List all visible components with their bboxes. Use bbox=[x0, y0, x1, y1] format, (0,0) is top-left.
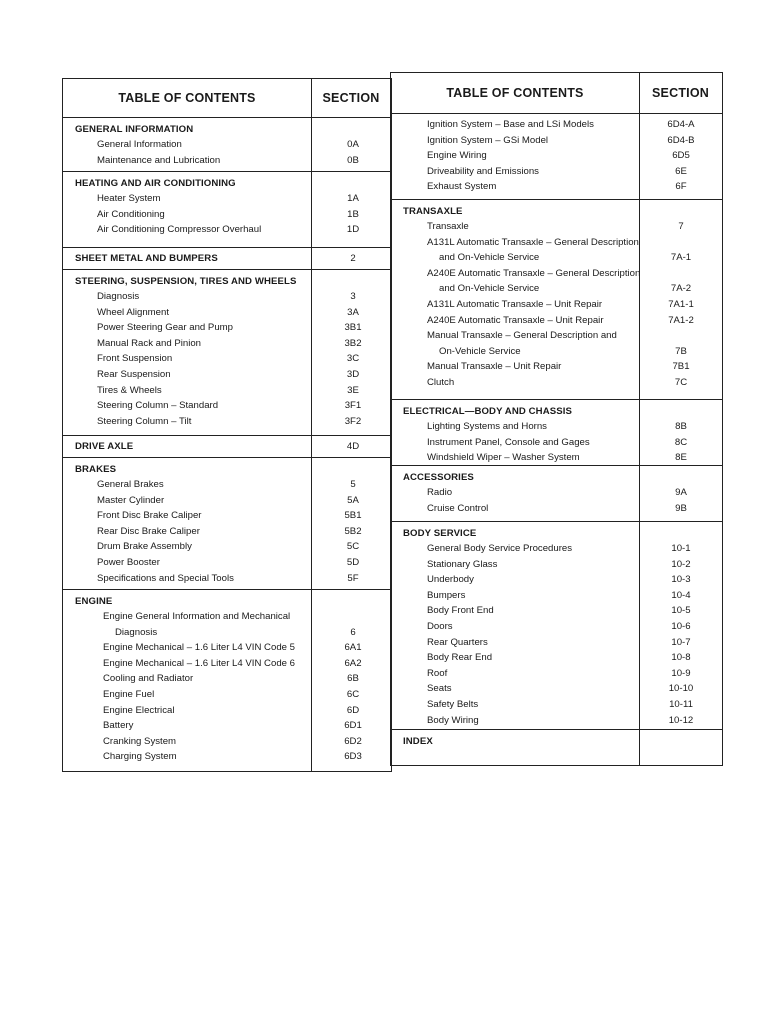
toc-section-number: 6D2 bbox=[344, 735, 362, 747]
toc-group-title: INDEX bbox=[403, 736, 433, 747]
toc-entry-label: Cruise Control bbox=[427, 502, 489, 514]
toc-section-number: 3B2 bbox=[344, 337, 362, 349]
toc-section-number: 5B2 bbox=[344, 525, 362, 537]
toc-entry-label: Diagnosis bbox=[97, 291, 140, 302]
toc-section-number: 8C bbox=[674, 436, 688, 448]
toc-entry-label: On-Vehicle Service bbox=[439, 345, 521, 357]
toc-section-number: 7B bbox=[675, 345, 687, 357]
toc-entry-label: Clutch bbox=[427, 377, 455, 388]
toc-entry-label: Air Conditioning bbox=[97, 208, 165, 220]
toc-entry-label: A131L Automatic Transaxle – Unit Repair bbox=[427, 299, 603, 310]
toc-entry-label: Manual Transaxle – Unit Repair bbox=[427, 361, 562, 373]
toc-section-number: 7B1 bbox=[672, 361, 690, 373]
toc-section-number: 10-7 bbox=[671, 636, 691, 648]
toc-entry-label: Manual Transaxle – General Description and bbox=[427, 330, 617, 342]
toc-entry-label: Rear Disc Brake Caliper bbox=[97, 525, 200, 537]
toc-entry-label: Windshield Wiper – Washer System bbox=[427, 452, 580, 464]
toc-group bbox=[391, 521, 722, 730]
toc-entry-label: and On-Vehicle Service bbox=[439, 252, 540, 264]
toc-section-number: 5F bbox=[347, 572, 359, 584]
toc-entry-label: Driveability and Emissions bbox=[427, 165, 539, 177]
toc-entry-label: Instrument Panel, Console and Gages bbox=[427, 436, 590, 448]
toc-group bbox=[63, 589, 391, 769]
toc-section-number: 3C bbox=[346, 353, 360, 365]
toc-group-title: SHEET METAL AND BUMPERS bbox=[75, 253, 218, 264]
toc-group-title: GENERAL INFORMATION bbox=[75, 124, 194, 135]
toc-section-number: 9B bbox=[675, 502, 687, 514]
toc-entry-label: Drum Brake Assembly bbox=[97, 541, 192, 553]
section-column-title: SECTION bbox=[322, 91, 380, 105]
toc-entry-label: Roof bbox=[427, 667, 448, 679]
toc-section-number: 1B bbox=[347, 208, 359, 220]
toc-section-number: 10-8 bbox=[671, 652, 691, 664]
toc-entry-label: General Body Service Procedures bbox=[427, 543, 573, 554]
toc-entry-label: Steering Column – Tilt bbox=[97, 415, 192, 427]
toc-section-number: 5C bbox=[346, 541, 360, 553]
toc-header-right bbox=[391, 73, 722, 114]
toc-entry-label: Rear Quarters bbox=[427, 636, 488, 648]
toc-group bbox=[63, 269, 391, 436]
toc-group-title: STEERING, SUSPENSION, TIRES AND WHEELS bbox=[75, 276, 297, 287]
toc-title: TABLE OF CONTENTS bbox=[446, 86, 584, 100]
toc-entry-label: Wheel Alignment bbox=[97, 306, 169, 318]
section-column-title: SECTION bbox=[652, 86, 709, 100]
toc-section-number: 6A1 bbox=[344, 642, 362, 654]
toc-section-number: 8B bbox=[675, 421, 687, 432]
toc-entry-label: Battery bbox=[103, 720, 134, 732]
toc-entry-label: Engine Wiring bbox=[427, 150, 487, 162]
toc-section-number: 1A bbox=[347, 193, 359, 204]
toc-entry-label: Tires & Wheels bbox=[97, 384, 162, 396]
toc-section-number: 10-10 bbox=[668, 683, 694, 695]
toc-entry-label: General Information bbox=[97, 139, 182, 150]
toc-group bbox=[391, 465, 722, 522]
toc-section-number: 6D bbox=[346, 704, 360, 716]
toc-entry-label: Body Front End bbox=[427, 605, 494, 617]
toc-section-number: 7A-1 bbox=[670, 252, 692, 264]
toc-section-number: 3A bbox=[347, 306, 359, 318]
toc-entry-label: Ignition System – Base and LSi Models bbox=[427, 119, 594, 130]
toc-entry-label: Heater System bbox=[97, 193, 161, 204]
toc-section-number: 0B bbox=[347, 154, 359, 166]
toc-entry-label: Seats bbox=[427, 683, 452, 695]
toc-entry-label: Rear Suspension bbox=[97, 369, 171, 380]
toc-group bbox=[63, 171, 391, 248]
toc-entry-label: Body Rear End bbox=[427, 652, 493, 664]
toc-entry-label: Exhaust System bbox=[427, 181, 497, 193]
toc-entry-label: Engine Mechanical – 1.6 Liter L4 VIN Code 6 bbox=[103, 657, 295, 669]
toc-entry-label: Cranking System bbox=[103, 735, 177, 747]
toc-entry-label: Power Steering Gear and Pump bbox=[97, 322, 233, 334]
toc-section-number: 5 bbox=[350, 479, 356, 490]
toc-section-number: 3F2 bbox=[344, 415, 362, 427]
toc-group bbox=[63, 457, 391, 590]
toc-section-number: 7A-2 bbox=[670, 283, 692, 295]
toc-entry-label: and On-Vehicle Service bbox=[439, 283, 540, 295]
toc-section-number: 6C bbox=[346, 689, 360, 700]
toc-entry-label: Manual Rack and Pinion bbox=[97, 337, 201, 349]
toc-header-left bbox=[63, 79, 391, 118]
toc-section-number: 6F bbox=[675, 181, 687, 193]
toc-section-number: 0A bbox=[347, 139, 359, 150]
toc-entry-label: Front Disc Brake Caliper bbox=[97, 510, 202, 522]
toc-entry-label: Cooling and Radiator bbox=[103, 673, 194, 685]
toc-section-number: 3B1 bbox=[344, 322, 362, 334]
toc-entry-label: Engine Mechanical – 1.6 Liter L4 VIN Code 5 bbox=[103, 642, 295, 654]
toc-section-number: 6D4-A bbox=[667, 119, 695, 130]
toc-entry-label: A240E Automatic Transaxle – Unit Repair bbox=[427, 314, 604, 326]
toc-section-number: 7A1-1 bbox=[668, 299, 694, 310]
toc-entry-label: Lighting Systems and Horns bbox=[427, 421, 547, 432]
toc-section-number: 7 bbox=[678, 221, 684, 232]
toc-group-title: ENGINE bbox=[75, 596, 113, 607]
toc-title: TABLE OF CONTENTS bbox=[118, 91, 256, 105]
toc-section-number: 4D bbox=[346, 441, 360, 452]
toc-entry-label: Doors bbox=[427, 621, 453, 632]
toc-section-number: 6 bbox=[350, 626, 356, 638]
toc-section-number: 10-1 bbox=[671, 543, 691, 554]
toc-entry-label: Safety Belts bbox=[427, 699, 479, 710]
toc-section-number: 6D5 bbox=[672, 150, 690, 162]
toc-entry-label: Engine Electrical bbox=[103, 704, 175, 716]
toc-section-number: 3E bbox=[347, 384, 359, 396]
toc-entry-label: Master Cylinder bbox=[97, 494, 165, 506]
toc-entry-label: Bumpers bbox=[427, 589, 466, 601]
toc-group-title: ACCESSORIES bbox=[403, 472, 474, 483]
toc-group bbox=[391, 113, 722, 200]
toc-entry-label: A240E Automatic Transaxle – General Description bbox=[427, 267, 641, 279]
toc-entry-label: Engine Fuel bbox=[103, 689, 155, 700]
toc-entry-label: Ignition System – GSi Model bbox=[427, 134, 549, 146]
toc-section-number: 10-9 bbox=[671, 667, 691, 679]
toc-section-number: 6A2 bbox=[344, 657, 362, 669]
toc-group bbox=[391, 729, 722, 761]
toc-entry-label: Steering Column – Standard bbox=[97, 400, 219, 412]
toc-section-number: 10-2 bbox=[671, 558, 691, 570]
toc-entry-label: Underbody bbox=[427, 574, 474, 586]
toc-entry-label: Stationary Glass bbox=[427, 558, 498, 570]
toc-section-number: 2 bbox=[350, 253, 356, 264]
toc-entry-label: Maintenance and Lubrication bbox=[97, 154, 221, 166]
toc-entry-label: General Brakes bbox=[97, 479, 164, 490]
toc-section-number: 7A1-2 bbox=[668, 314, 694, 326]
toc-group-title: BODY SERVICE bbox=[403, 528, 477, 539]
toc-section-number: 10-6 bbox=[671, 621, 691, 632]
toc-group-title: BRAKES bbox=[75, 464, 117, 475]
toc-group-title: DRIVE AXLE bbox=[75, 441, 134, 452]
toc-section-number: 6D4-B bbox=[667, 134, 695, 146]
toc-section-number: 10-4 bbox=[671, 589, 691, 601]
toc-section-number: 5A bbox=[347, 494, 359, 506]
toc-section-number: 10-5 bbox=[671, 605, 691, 617]
toc-section-number: 5B1 bbox=[344, 510, 362, 522]
toc-entry-label: Specifications and Special Tools bbox=[97, 572, 234, 584]
toc-entry-label: Front Suspension bbox=[97, 353, 173, 365]
toc-group-title: ELECTRICAL—BODY AND CHASSIS bbox=[403, 406, 573, 417]
toc-entry-label: Air Conditioning Compressor Overhaul bbox=[97, 224, 262, 236]
toc-section-number: 8E bbox=[675, 452, 687, 464]
toc-section-number: 3F1 bbox=[344, 400, 362, 412]
toc-group bbox=[63, 117, 391, 172]
toc-section-number: 10-3 bbox=[671, 574, 691, 586]
toc-group bbox=[63, 435, 391, 458]
toc-group bbox=[391, 399, 722, 466]
toc-section-number: 1D bbox=[346, 224, 360, 236]
toc-group-title: HEATING AND AIR CONDITIONING bbox=[75, 178, 236, 189]
toc-entry-label: Power Booster bbox=[97, 557, 160, 568]
toc-entry-label: Diagnosis bbox=[115, 626, 158, 638]
toc-section-number: 5D bbox=[346, 557, 360, 568]
toc-group-title: TRANSAXLE bbox=[403, 206, 463, 217]
toc-table-right bbox=[390, 72, 723, 766]
toc-group bbox=[391, 199, 722, 400]
toc-section-number: 3 bbox=[350, 291, 356, 302]
toc-group bbox=[63, 247, 391, 270]
toc-section-number: 10-12 bbox=[668, 714, 694, 726]
toc-section-number: 6D1 bbox=[344, 720, 362, 732]
toc-entry-label: Radio bbox=[427, 487, 453, 498]
toc-section-number: 6E bbox=[675, 165, 687, 177]
toc-table-left bbox=[62, 78, 392, 772]
toc-entry-label: Charging System bbox=[103, 751, 177, 763]
toc-entry-label: Engine General Information and Mechanical bbox=[103, 611, 291, 622]
toc-section-number: 10-11 bbox=[669, 699, 693, 710]
toc-entry-label: Body Wiring bbox=[427, 714, 479, 726]
toc-entry-label: Transaxle bbox=[427, 221, 469, 232]
toc-section-number: 3D bbox=[346, 369, 360, 380]
toc-entry-label: A131L Automatic Transaxle – General Description bbox=[427, 236, 639, 248]
toc-section-number: 6B bbox=[347, 673, 359, 685]
toc-section-number: 6D3 bbox=[344, 751, 362, 763]
toc-section-number: 7C bbox=[674, 377, 688, 388]
toc-section-number: 9A bbox=[675, 487, 687, 498]
